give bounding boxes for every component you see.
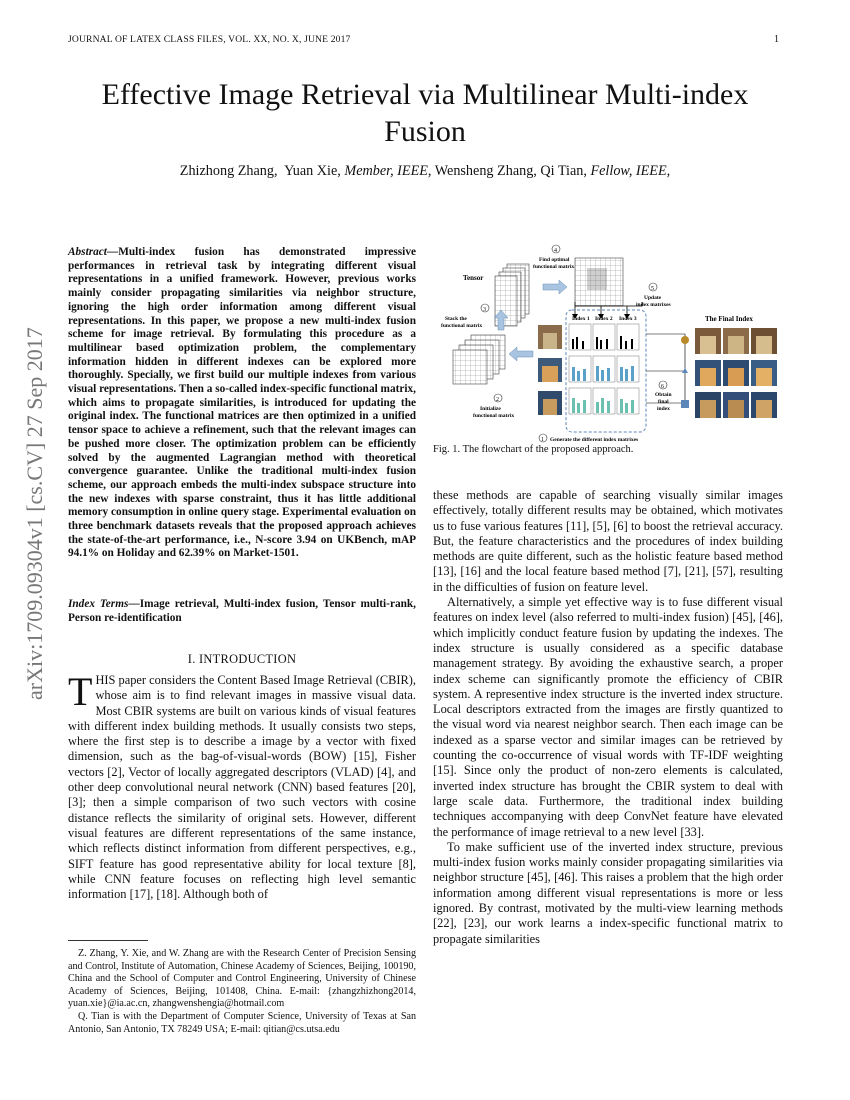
author-3: Wensheng Zhang, Qi Tian, [434,163,587,179]
svg-text:functional matrix: functional matrix [441,323,483,329]
drop-cap: T [68,669,93,714]
svg-text:index: index [657,406,670,412]
paragraph: To make sufficient use of the inverted index structure, previous multi-index fusion works mainly consider propagating similarities via neighbor structure [45], [46]. This raises a problem that the high order information among different visual representations is more or less ignored. By contrast, motivated by the multi-view learning methods [22], [23], our work learns a index-specific functional matrix to propagate similarities [433,839,783,946]
svg-text:1: 1 [541,437,544,443]
svg-text:5: 5 [651,286,654,292]
footnote-affiliation-2: Q. Tian is with the Department of Computer Science, University of Texas at San Antonio, San Antonio, TX 78249 USA; E-mail: qitian@cs.utsa.edu [68,1010,416,1035]
svg-text:Obtain: Obtain [655,392,672,398]
tensor-label: Tensor [463,274,484,282]
svg-text:Index 1: Index 1 [572,316,590,322]
footnote [68,948,416,1036]
svg-text:4: 4 [554,248,557,254]
abstract-label: Abstract [68,246,107,258]
functional-matrices-icon [453,335,505,384]
svg-text:Generate the different index m: Generate the different index matrixes [550,437,639,443]
author-3-role: Fellow, IEEE, [590,163,671,179]
svg-text:2: 2 [496,397,499,403]
svg-text:final: final [658,399,669,405]
arxiv-stamp: arXiv:1709.09304v1 [cs.CV] 27 Sep 2017 [22,327,47,700]
svg-text:Index 2: Index 2 [595,316,613,322]
index-terms-label: Index Terms [68,598,129,610]
arrow-right-icon [543,280,567,294]
svg-text:Index 3: Index 3 [619,316,637,322]
svg-text:3: 3 [483,307,486,313]
footnote-divider [68,940,148,941]
svg-text:Stack the: Stack the [445,316,467,322]
svg-text:6: 6 [661,384,664,390]
node-dot [681,336,689,344]
figure-flowchart [435,240,783,445]
abstract [68,246,416,561]
page-number: 1 [774,34,779,45]
running-header: JOURNAL OF LATEX CLASS FILES, VOL. XX, NO. X, JUNE 2017 [68,34,351,45]
final-index-label: The Final Index [705,315,753,323]
footnote-affiliation-1: Z. Zhang, Y. Xie, and W. Zhang are with the Research Center of Precision Sensing and Control, Institute of Automation, Chinese Academy of Sciences, Beijing, 100190, China and the School of Computer and Control Engineering, University of Chinese Academy of Sciences, Beijing, 101408, China. E-mail: {zhangzhizhong2014, yuan.xie}@ia.ac.cn, zhangwenshengia@hotmail.com [68,948,416,1010]
svg-text:functional matrix: functional matrix [473,413,515,419]
introduction-paragraph [68,669,416,902]
svg-text:index matrixes: index matrixes [636,302,671,308]
arrow-left-icon [509,347,533,361]
author-2-role: Member, IEEE, [344,163,432,179]
paragraph: Alternatively, a simple yet effective way is to fuse different visual features on index level (also referred to multi-index fusion) [45], [46], which implicitly conduct feature fusion by updating the indexes. The index structure is usually considered as a specific database management strategy. By avoiding the exhaustive search, a proper index scheme can significantly promote the efficiency of CBIR system. A representive index structure is the inverted index structure. Local descriptors extracted from the images are firstly quantized to the visual word via nearest neighbor search. Then each image can be indexed as a sparse vector and similar images can be retrieved by counting the co-occurrence of visual words with TF-IDF weighting [15]. Since only the product of non-zero elements is calculated, inverted index structure has brought the CBIR system to deal with large scale data. Furthermore, the traditional index building techniques accompanying with deep ConvNet feature have elevated the performance of image retrieval to a new level [33]. [433,595,783,839]
right-column-text [433,488,783,947]
index-terms-text: —Image retrieval, Multi-index fusion, Tensor multi-rank, Person re-identification [68,598,416,624]
index-terms [68,598,416,625]
svg-text:Update: Update [644,295,662,301]
svg-text:functional matrix: functional matrix [533,264,575,270]
author-1: Zhizhong Zhang, [179,163,278,179]
author-2: Yuan Xie, [284,163,341,179]
abstract-text: —Multi-index fusion has demonstrated impressive performances in retrieval task by integrating different visual representations in a unified framework. However, previous works mainly consider propagating similarities via neighbor structure, ignoring the high order information among different visual representations. In this paper, we propose a new multi-index fusion scheme for image retrieval. By formulating this procedure as a multilinear based optimization problem, the complementary information hidden in different indexes can be explored more thoroughly. Specially, we first build our multiple indexes from various visual representations. Then a so-called index-specific functional matrix, which aims to propagate similarities, is introduced for updating the original index. The functional matrices are then optimized in a unified tensor space to achieve a refinement, such that the relevant images can be pushed more closer. The optimization problem can be efficiently solved by the augmented Lagrangian method with theoretical convergence guarantee. Unlike the traditional multi-index fusion scheme, our approach embeds the multi-index subspace structure into the new indexes with sparse constraint, thus it has little additional memory consumption in online query stage. Experimental evaluation on three benchmark datasets reveals that the proposed approach achieves the state-of-the-art performance, i.e., N-score 3.94 on UKBench, mAP 94.1% on Holiday and 62.39% on Market-1501. [68,246,417,560]
final-index-images [695,328,777,418]
author-list [60,163,790,180]
figure-caption: Fig. 1. The flowchart of the proposed approach. [433,444,634,455]
paragraph: these methods are capable of searching visually similar images effectively, totally different results may be obtained, which motivates us to fuse various features [11], [5], [6] to boost the retrieval accuracy. But, the feature characteristics and the procedures of index building methods are quite different, such as the holistic feature based method [13], [16] and the local feature based method [7], [21], [57], resulting in the difficulties of fusion on feature level. [433,488,783,594]
node-square [681,400,689,408]
paper-title: Effective Image Retrieval via Multilinear Multi-index Fusion [101,78,749,148]
index-bar-charts [569,324,639,414]
svg-text:Initialize: Initialize [480,406,501,412]
svg-text:Find optimal: Find optimal [539,257,570,263]
section-title: I. INTRODUCTION [187,652,297,666]
intro-text: HIS paper considers the Content Based Image Retrieval (CBIR), whose aim is to find relevant images in massive visual data. Most CBIR systems are built on various kinds of visual features with different index building methods. It usually consists two steps, where the first step is to describe a image by a vector with fixed dimension, such as the bag-of-visual-words (BOW) [15], Fisher vectors [2], Vector of locally aggregated descriptors (VLAD) [4], and other deep convolutional neural network (CNN) based features [20], [3]; then a simple comparison of two such vectors with cosine distance reflects the similarity of original sets. However, different visual features are different representations of the same instance, which reflects distinct information from different perspectives, e.g., SIFT feature has good representative ability for local texture [8], while CNN feature focuses on reflecting high level semantic information [17], [18]. Although both of [68,673,416,902]
